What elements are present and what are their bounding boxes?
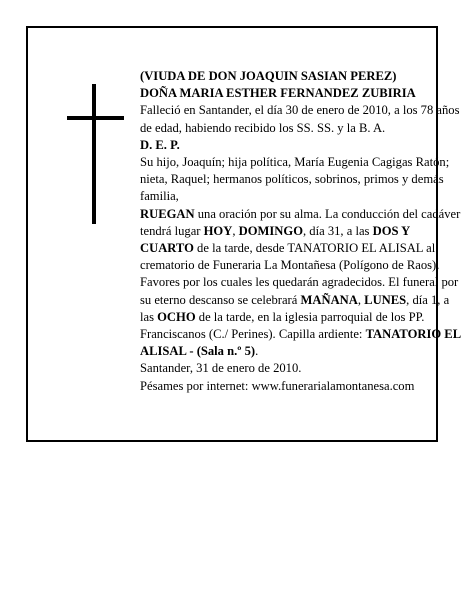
obituary-text bbox=[140, 68, 462, 395]
place-date: Santander, 31 de enero de 2010. bbox=[140, 361, 302, 376]
request-text-3: de la tarde, desde TANATORIO EL ALISAL al crematorio de Funeraria La Montañesa (Polígono de Raos). Favores por los cuales les quedarán agradecidos. El funeral por su eterno descanso se celebrará bbox=[140, 241, 459, 307]
condolences-line: Pésames por internet: www.funerarialamontanesa.com bbox=[140, 378, 415, 393]
manana-word: MAÑANA bbox=[300, 292, 358, 307]
request-sep-1: , bbox=[232, 223, 239, 238]
request-text-1: una oración por su alma. La conducción del cadáver tendrá lugar bbox=[140, 206, 461, 238]
request-text-2: , día 31, a las bbox=[303, 223, 373, 238]
lunes-word: LUNES bbox=[364, 292, 407, 307]
request-sep-2: , bbox=[357, 292, 365, 307]
ruegan-word: RUEGAN bbox=[140, 206, 195, 221]
rip-line: D. E. P. bbox=[140, 137, 180, 152]
transfer-time: DOS Y CUARTO bbox=[140, 223, 410, 256]
funeral-time: OCHO bbox=[157, 309, 196, 324]
family-list: Su hijo, Joaquín; hija política, María Eugenia Cagigas Ratón; nieta, Raquel; hermanos políticos, sobrinos, primos y demás familia, bbox=[140, 155, 450, 204]
domingo-word: DOMINGO bbox=[238, 223, 303, 238]
obituary-frame bbox=[26, 26, 461, 442]
death-notice: Falleció en Santander, el día 30 de enero de 2010, a los 78 años de edad, habiendo recibido los SS. SS. y la B. A. bbox=[140, 103, 460, 135]
chapel-location: TANATORIO EL ALISAL - (Sala n.º 5) bbox=[140, 327, 461, 359]
request-end: . bbox=[255, 344, 259, 359]
widow-line: (VIUDA DE DON JOAQUIN SASIAN PEREZ) bbox=[140, 69, 397, 83]
hoy-word: HOY bbox=[203, 223, 233, 238]
request-text-5: de la tarde, en la iglesia parroquial de los PP. Franciscanos (C./ Perines). Capilla ardiente: bbox=[140, 309, 425, 342]
funeral-request bbox=[140, 206, 462, 361]
cross-horizontal-bar bbox=[67, 116, 124, 120]
deceased-name: DOÑA MARIA ESTHER FERNANDEZ ZUBIRIA bbox=[140, 86, 416, 101]
request-text-4: , día 1, a las bbox=[140, 292, 450, 324]
cross-vertical-bar bbox=[92, 84, 96, 224]
